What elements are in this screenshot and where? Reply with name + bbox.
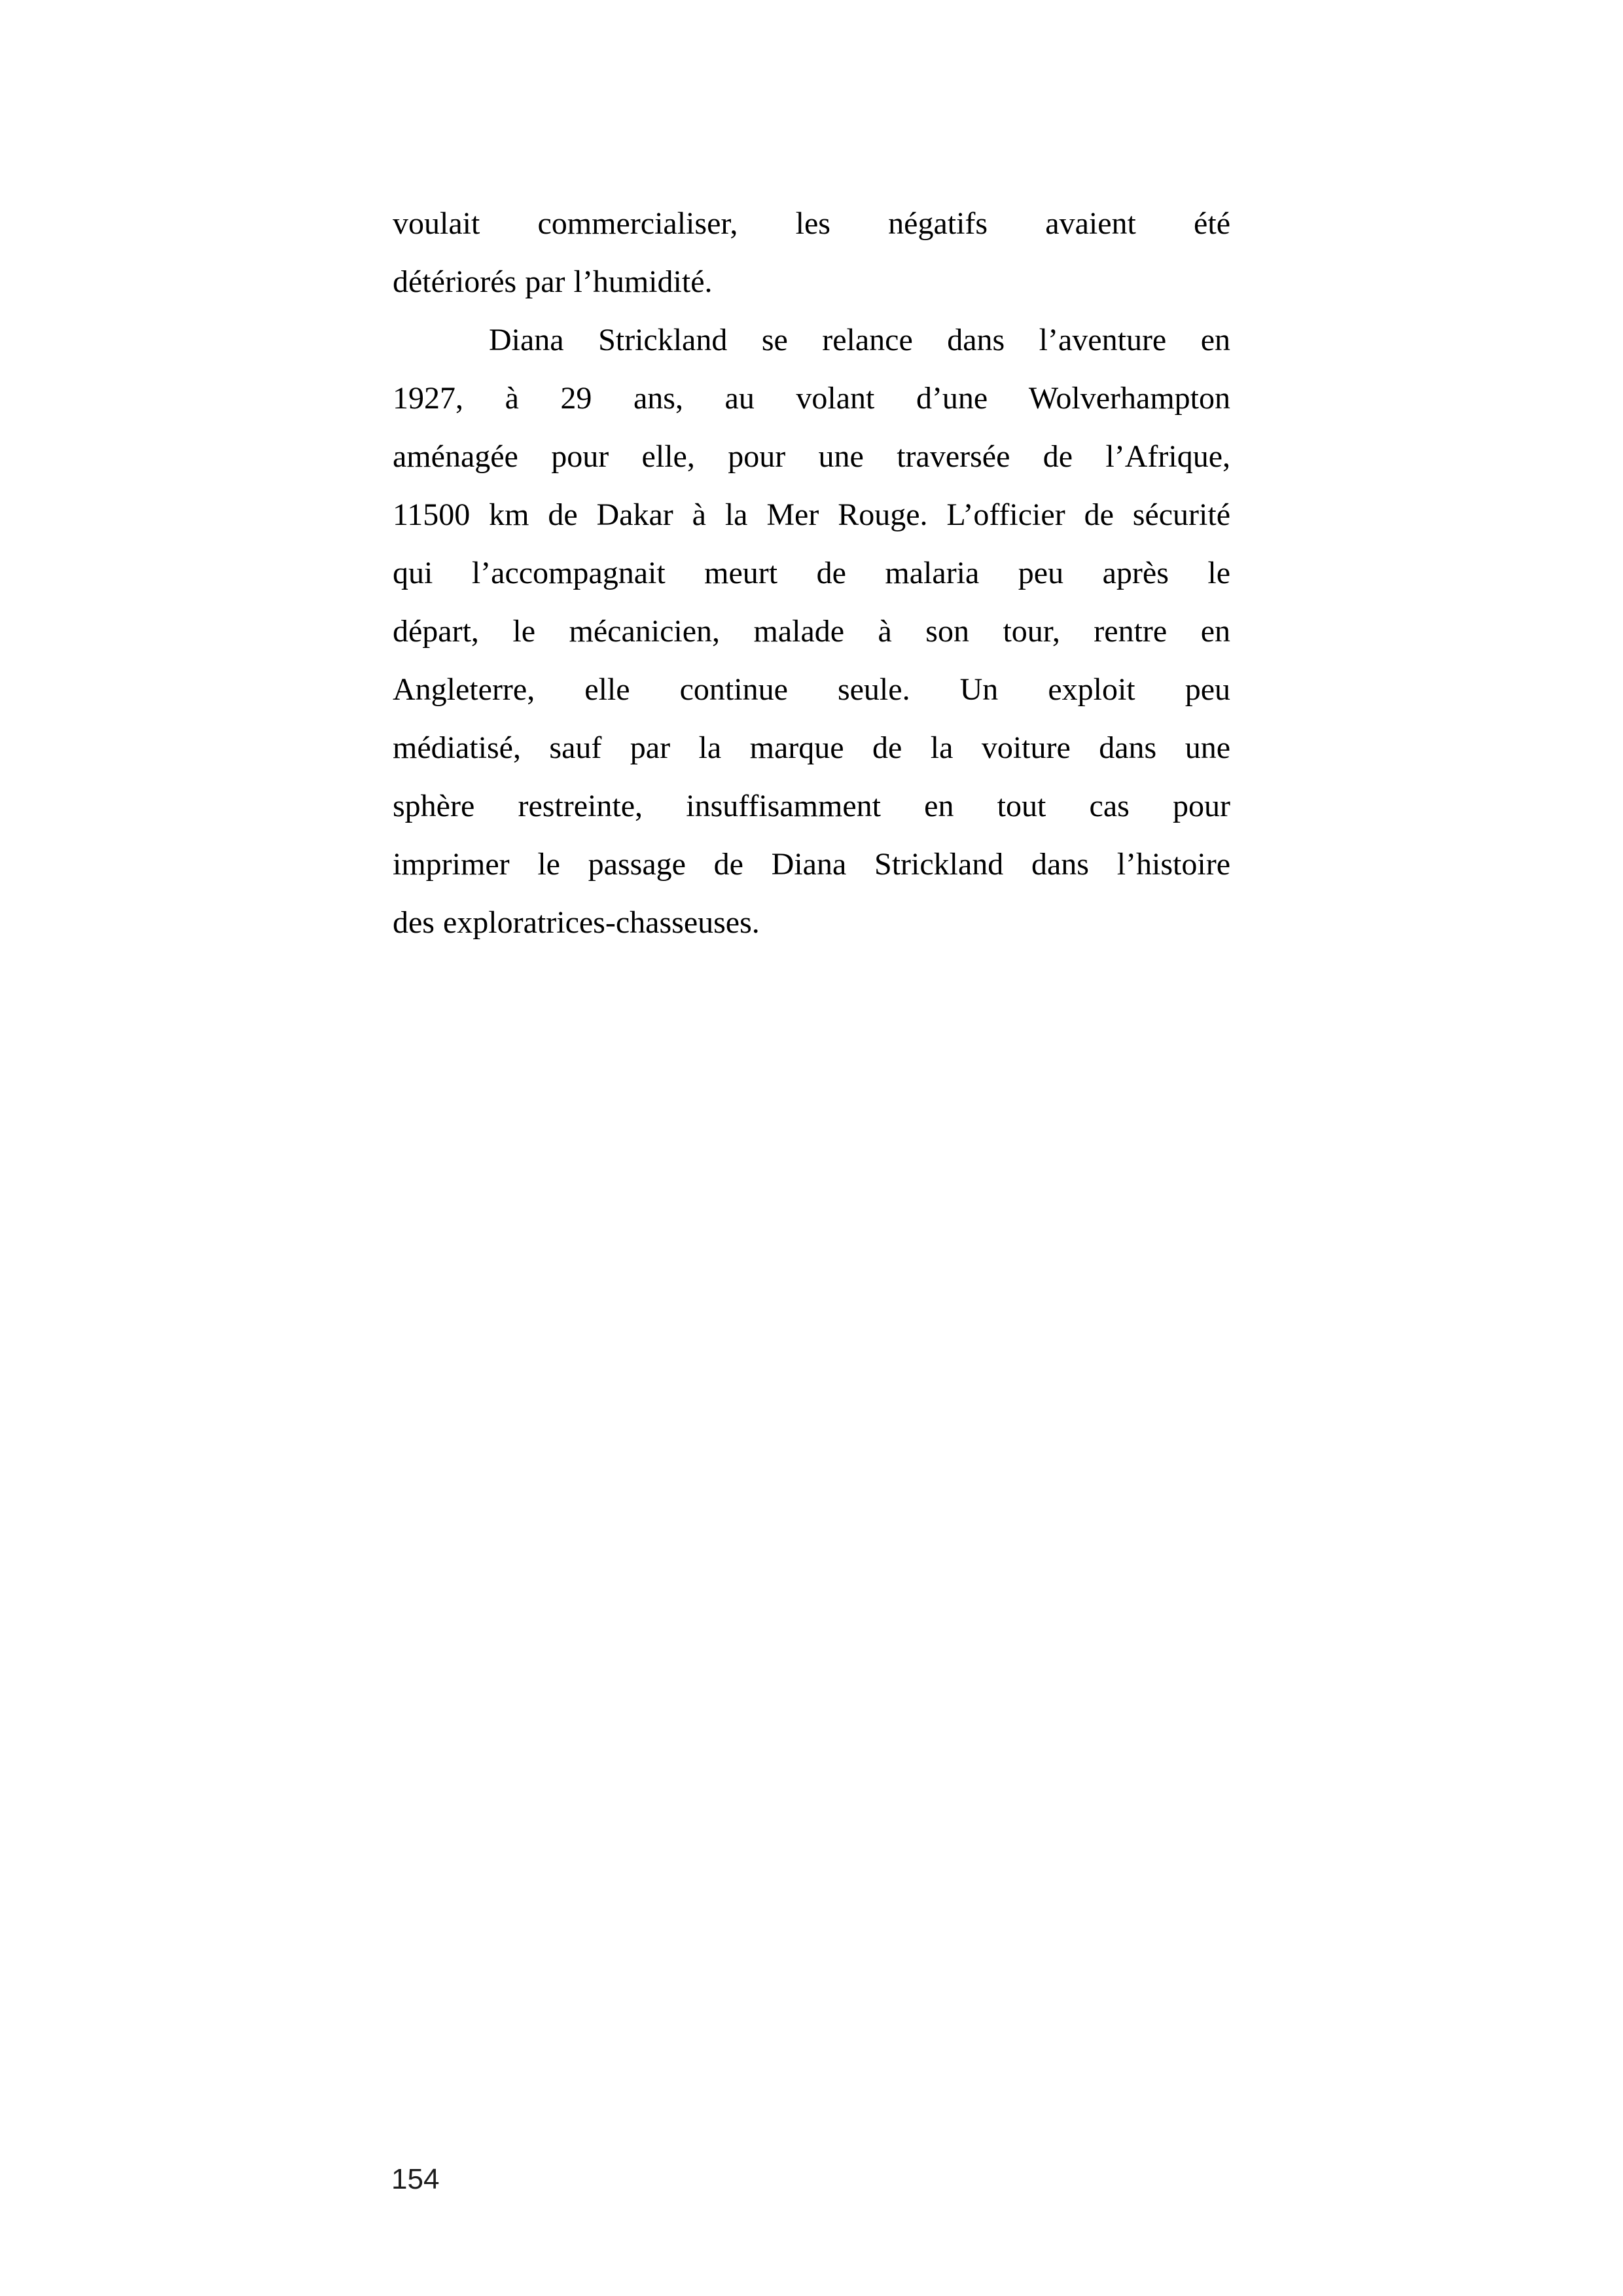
text-line: des exploratrices-chasseuses. [393, 905, 760, 940]
text-line: sphère restreinte, insuffisamment en tout cas pour [393, 789, 1230, 823]
body-text [393, 194, 1230, 952]
text-line: imprimer le passage de Diana Strickland dans l’histoire [393, 847, 1230, 882]
text-line: Angleterre, elle continue seule. Un exploit peu [393, 672, 1230, 707]
text-line: 1927, à 29 ans, au volant d’une Wolverhampton [393, 381, 1230, 416]
text-line: détériorés par l’humidité. [393, 264, 713, 299]
page-number: 154 [391, 2163, 440, 2195]
paragraph [393, 194, 1230, 311]
text-line: départ, le mécanicien, malade à son tour, rentre en [393, 614, 1230, 649]
text-line: 11500 km de Dakar à la Mer Rouge. L’officier de sécurité [393, 497, 1230, 532]
paragraph [393, 311, 1230, 952]
text-line: qui l’accompagnait meurt de malaria peu après le [393, 556, 1230, 590]
text-line: aménagée pour elle, pour une traversée de l’Afrique, [393, 439, 1230, 474]
text-line: Diana Strickland se relance dans l’aventure en [489, 323, 1230, 357]
text-line: voulait commercialiser, les négatifs avaient été [393, 206, 1230, 241]
text-line: médiatisé, sauf par la marque de la voiture dans une [393, 730, 1230, 765]
